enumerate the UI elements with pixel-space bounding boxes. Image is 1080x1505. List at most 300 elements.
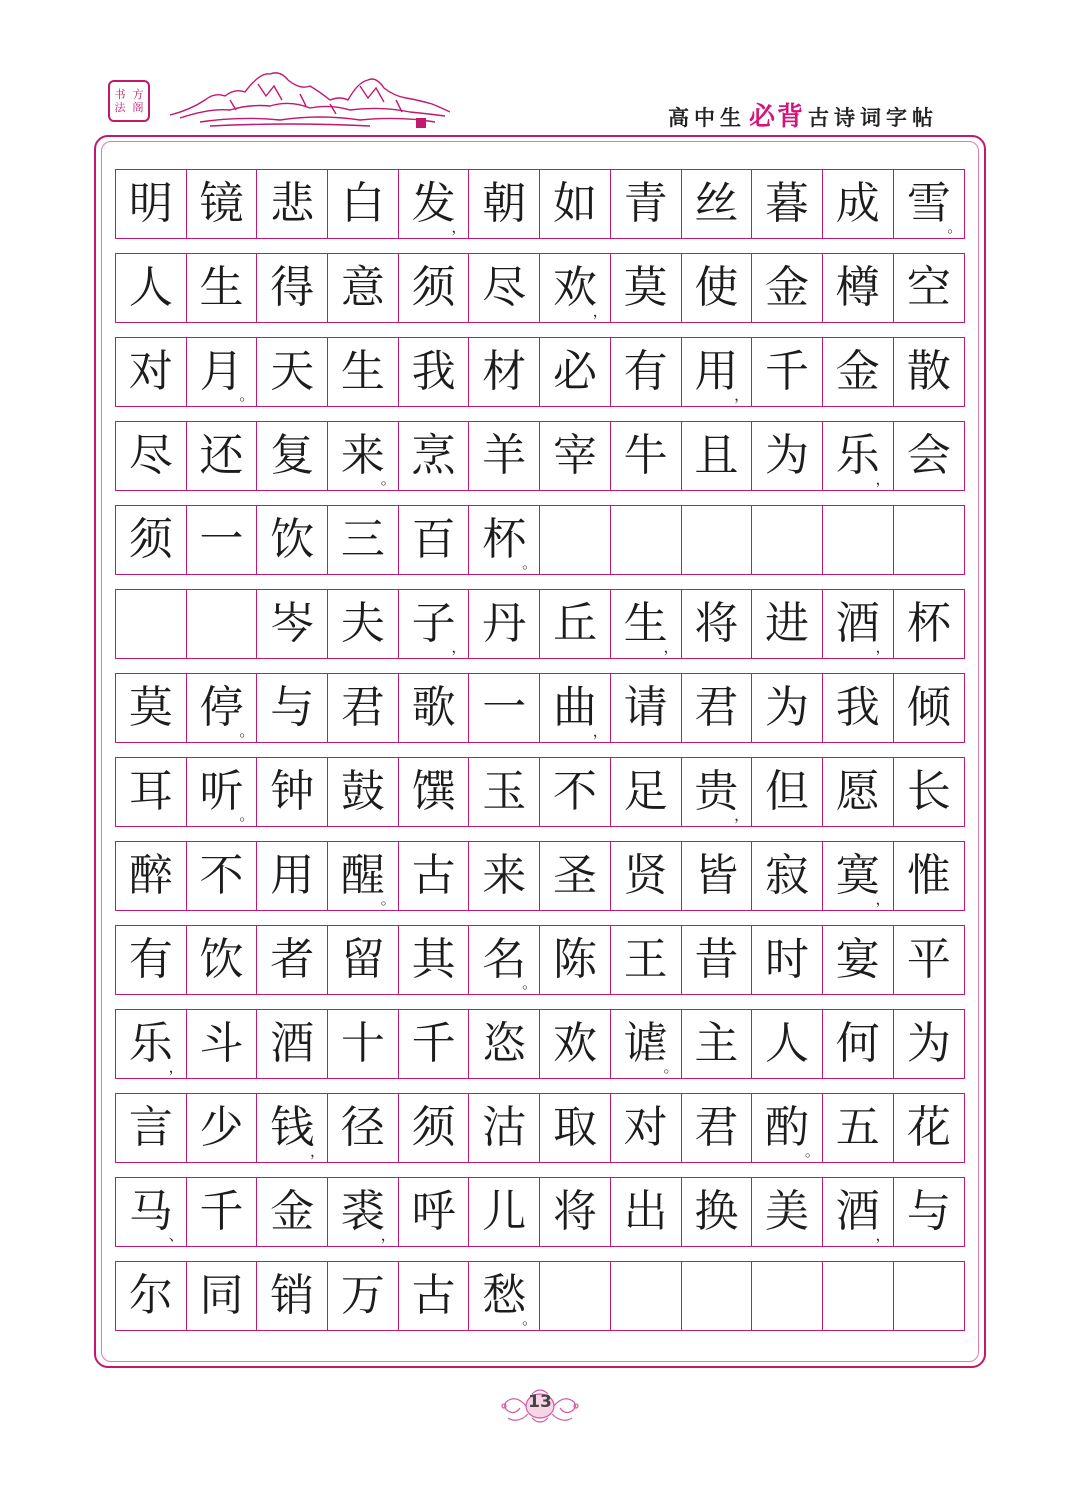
grid-cell	[752, 590, 823, 658]
grid-cell	[682, 1262, 753, 1330]
character: 销	[270, 1270, 315, 1321]
seal-char: 阁	[132, 101, 144, 114]
seal-logo	[108, 80, 150, 122]
grid-cell	[823, 338, 894, 406]
grid-cell	[540, 506, 611, 574]
grid-cell	[823, 674, 894, 742]
page-number-badge	[498, 1384, 582, 1428]
character: 材	[482, 346, 527, 397]
grid-row	[115, 757, 965, 827]
grid-row	[115, 253, 965, 323]
grid-cell	[328, 590, 399, 658]
grid-cell	[682, 842, 753, 910]
grid-cell	[469, 590, 540, 658]
grid-row	[115, 1093, 965, 1163]
grid-cell	[187, 1094, 258, 1162]
character: 须	[128, 514, 173, 565]
character: 主	[694, 1018, 739, 1069]
grid-cell	[540, 422, 611, 490]
punctuation-mark: ，	[875, 470, 891, 488]
character: 陈	[552, 934, 597, 985]
grid-cell	[116, 422, 187, 490]
punctuation-mark: 。	[522, 974, 538, 992]
character: 与	[270, 682, 315, 733]
title-pre: 高中生	[667, 106, 746, 130]
punctuation-mark: 、	[168, 1226, 184, 1244]
character: 径	[340, 1102, 385, 1153]
character: 为	[765, 682, 810, 733]
grid-cell	[328, 506, 399, 574]
grid-cell	[752, 674, 823, 742]
grid-cell	[540, 590, 611, 658]
grid-cell	[682, 338, 753, 406]
grid-cell	[328, 1262, 399, 1330]
page-header	[0, 0, 1080, 135]
grid-cell	[752, 926, 823, 994]
grid-cell	[187, 1178, 258, 1246]
grid-cell	[682, 1178, 753, 1246]
character: 言	[128, 1102, 173, 1153]
character: 足	[623, 766, 668, 817]
character: 羊	[482, 430, 527, 481]
character: 用	[270, 850, 315, 901]
character: 发	[411, 178, 456, 229]
character: 恣	[482, 1018, 527, 1069]
punctuation-mark: ，	[451, 638, 467, 656]
grid-cell	[894, 1094, 965, 1162]
grid-cell	[257, 758, 328, 826]
grid-cell	[540, 1262, 611, 1330]
character: 尽	[128, 430, 173, 481]
punctuation-mark: 。	[380, 470, 396, 488]
grid-cell	[611, 1010, 682, 1078]
punctuation-mark: ，	[592, 722, 608, 740]
grid-cell	[894, 758, 965, 826]
character: 千	[199, 1186, 244, 1237]
character: 停	[199, 682, 244, 733]
character: 乐	[835, 430, 880, 481]
character: 夫	[340, 598, 385, 649]
character: 取	[552, 1102, 597, 1153]
character: 还	[199, 430, 244, 481]
grid-row	[115, 505, 965, 575]
grid-cell	[611, 842, 682, 910]
grid-cell	[399, 422, 470, 490]
grid-cell	[399, 1262, 470, 1330]
character: 空	[906, 262, 951, 313]
grid-cell	[752, 422, 823, 490]
grid-cell	[540, 1010, 611, 1078]
grid-cell	[611, 254, 682, 322]
character: 复	[270, 430, 315, 481]
character: 平	[906, 934, 951, 985]
punctuation-mark: ，	[592, 302, 608, 320]
grid-cell	[187, 170, 258, 238]
grid-row	[115, 169, 965, 239]
grid-row	[115, 673, 965, 743]
character: 来	[482, 850, 527, 901]
character: 用	[694, 346, 739, 397]
grid-cell	[894, 338, 965, 406]
character: 古	[411, 850, 456, 901]
character: 饮	[270, 514, 315, 565]
character: 一	[482, 682, 527, 733]
character: 来	[340, 430, 385, 481]
character: 但	[765, 766, 810, 817]
grid-cell	[328, 1010, 399, 1078]
character: 倾	[906, 682, 951, 733]
grid-cell	[469, 926, 540, 994]
character: 贵	[694, 766, 739, 817]
grid-cell	[823, 254, 894, 322]
grid-cell	[611, 422, 682, 490]
grid-cell	[187, 1262, 258, 1330]
grid-cell	[116, 338, 187, 406]
character: 马	[128, 1186, 173, 1237]
seal-char: 方	[132, 88, 144, 101]
character: 天	[270, 346, 315, 397]
character: 者	[270, 934, 315, 985]
punctuation-mark: ，	[734, 386, 750, 404]
grid-cell	[894, 590, 965, 658]
seal-char: 书	[114, 88, 126, 101]
character: 酒	[270, 1018, 315, 1069]
character: 三	[340, 514, 385, 565]
grid-cell	[328, 674, 399, 742]
grid-cell	[682, 254, 753, 322]
grid-row	[115, 1177, 965, 1247]
character: 时	[765, 934, 810, 985]
grid-cell	[399, 1178, 470, 1246]
grid-cell	[257, 926, 328, 994]
grid-cell	[823, 506, 894, 574]
grid-cell	[257, 422, 328, 490]
character: 古	[411, 1270, 456, 1321]
character: 钱	[270, 1102, 315, 1153]
character: 金	[835, 346, 880, 397]
grid-cell	[823, 1178, 894, 1246]
grid-cell	[752, 254, 823, 322]
grid-cell	[752, 338, 823, 406]
grid-cell	[682, 758, 753, 826]
character: 丘	[552, 598, 597, 649]
grid-cell	[752, 1178, 823, 1246]
character: 百	[411, 514, 456, 565]
grid-cell	[540, 674, 611, 742]
grid-cell	[187, 506, 258, 574]
character: 耳	[128, 766, 173, 817]
punctuation-mark: ，	[875, 638, 891, 656]
grid-cell	[823, 842, 894, 910]
grid-cell	[611, 1262, 682, 1330]
character: 生	[340, 346, 385, 397]
character: 岑	[270, 598, 315, 649]
character: 留	[340, 934, 385, 985]
character: 儿	[482, 1186, 527, 1237]
character: 君	[694, 1102, 739, 1153]
grid-cell	[894, 1010, 965, 1078]
character: 我	[835, 682, 880, 733]
grid-cell	[611, 338, 682, 406]
grid-cell	[894, 842, 965, 910]
character: 馔	[411, 766, 456, 817]
character: 且	[694, 430, 739, 481]
grid-cell	[540, 1178, 611, 1246]
grid-cell	[399, 254, 470, 322]
grid-cell	[257, 338, 328, 406]
grid-cell	[257, 506, 328, 574]
grid-row	[115, 337, 965, 407]
grid-cell	[540, 1094, 611, 1162]
mountain-illustration	[170, 60, 450, 135]
grid-cell	[469, 338, 540, 406]
punctuation-mark: 。	[522, 1310, 538, 1328]
grid-cell	[328, 254, 399, 322]
character: 散	[906, 346, 951, 397]
grid-row	[115, 1261, 965, 1331]
grid-cell	[187, 254, 258, 322]
character: 朝	[482, 178, 527, 229]
character: 对	[623, 1102, 668, 1153]
grid-cell	[469, 1010, 540, 1078]
character: 将	[694, 598, 739, 649]
character: 千	[411, 1018, 456, 1069]
character: 五	[835, 1102, 880, 1153]
grid-cell	[611, 170, 682, 238]
grid-cell	[399, 1094, 470, 1162]
grid-cell	[752, 1094, 823, 1162]
grid-cell	[752, 1262, 823, 1330]
grid-cell	[399, 590, 470, 658]
grid-cell	[328, 842, 399, 910]
character: 人	[128, 262, 173, 313]
character: 玉	[482, 766, 527, 817]
grid-cell	[328, 758, 399, 826]
punctuation-mark: 。	[947, 218, 963, 236]
grid-cell	[823, 170, 894, 238]
grid-cell	[823, 590, 894, 658]
character: 饮	[199, 934, 244, 985]
grid-cell	[752, 758, 823, 826]
grid-cell	[894, 926, 965, 994]
character: 丝	[694, 178, 739, 229]
grid-cell	[116, 926, 187, 994]
grid-cell	[328, 926, 399, 994]
character: 须	[411, 262, 456, 313]
character: 青	[623, 178, 668, 229]
character: 金	[270, 1186, 315, 1237]
character: 皆	[694, 850, 739, 901]
grid-cell	[469, 1178, 540, 1246]
character: 万	[340, 1270, 385, 1321]
character: 得	[270, 262, 315, 313]
character: 我	[411, 346, 456, 397]
grid-row	[115, 1009, 965, 1079]
character: 为	[906, 1018, 951, 1069]
grid-cell	[611, 1094, 682, 1162]
grid-cell	[894, 674, 965, 742]
punctuation-mark: ，	[168, 1058, 184, 1076]
punctuation-mark: ，	[875, 890, 891, 908]
grid-cell	[823, 422, 894, 490]
character: 牛	[623, 430, 668, 481]
grid-cell	[469, 422, 540, 490]
grid-cell	[540, 842, 611, 910]
grid-cell	[894, 254, 965, 322]
character: 会	[906, 430, 951, 481]
grid-cell	[328, 1094, 399, 1162]
grid-cell	[682, 590, 753, 658]
character: 莫	[128, 682, 173, 733]
character: 愁	[482, 1270, 527, 1321]
grid-cell	[469, 1094, 540, 1162]
character: 惟	[906, 850, 951, 901]
character: 杯	[482, 514, 527, 565]
grid-cell	[257, 254, 328, 322]
character: 不	[552, 766, 597, 817]
character: 欢	[552, 1018, 597, 1069]
grid-cell	[399, 338, 470, 406]
character: 酌	[765, 1102, 810, 1153]
punctuation-mark: 。	[380, 890, 396, 908]
grid-cell	[540, 926, 611, 994]
grid-cell	[257, 1094, 328, 1162]
grid-row	[115, 421, 965, 491]
grid-cell	[399, 170, 470, 238]
character: 不	[199, 850, 244, 901]
grid-cell	[399, 758, 470, 826]
grid-cell	[540, 338, 611, 406]
character: 寞	[835, 850, 880, 901]
grid-cell	[257, 674, 328, 742]
grid-cell	[540, 254, 611, 322]
character: 少	[199, 1102, 244, 1153]
grid-cell	[187, 758, 258, 826]
grid-cell	[116, 842, 187, 910]
grid-cell	[611, 758, 682, 826]
punctuation-mark: ，	[310, 1142, 326, 1160]
character: 其	[411, 934, 456, 985]
character: 使	[694, 262, 739, 313]
grid-cell	[611, 590, 682, 658]
grid-cell	[469, 170, 540, 238]
character: 何	[835, 1018, 880, 1069]
character: 醉	[128, 850, 173, 901]
character: 听	[199, 766, 244, 817]
character: 出	[623, 1186, 668, 1237]
character: 生	[623, 598, 668, 649]
character: 贤	[623, 850, 668, 901]
character: 镜	[199, 178, 244, 229]
grid-cell	[328, 338, 399, 406]
character: 为	[765, 430, 810, 481]
grid-cell	[116, 254, 187, 322]
practice-grid	[115, 169, 965, 1345]
grid-cell	[328, 170, 399, 238]
grid-cell	[257, 1178, 328, 1246]
grid-cell	[682, 506, 753, 574]
punctuation-mark: 。	[239, 722, 255, 740]
character: 宰	[552, 430, 597, 481]
character: 尽	[482, 262, 527, 313]
grid-cell	[187, 842, 258, 910]
character: 圣	[552, 850, 597, 901]
grid-cell	[894, 506, 965, 574]
punctuation-mark: 。	[663, 1058, 679, 1076]
grid-cell	[823, 926, 894, 994]
character: 呼	[411, 1186, 456, 1237]
punctuation-mark: ，	[734, 806, 750, 824]
grid-cell	[823, 758, 894, 826]
grid-cell	[187, 338, 258, 406]
character: 愿	[835, 766, 880, 817]
grid-cell	[682, 674, 753, 742]
grid-cell	[187, 1010, 258, 1078]
character: 月	[199, 346, 244, 397]
character: 美	[765, 1186, 810, 1237]
character: 有	[128, 934, 173, 985]
book-title	[668, 96, 938, 133]
grid-cell	[187, 926, 258, 994]
grid-cell	[257, 170, 328, 238]
grid-cell	[469, 674, 540, 742]
page-number: 13	[528, 1392, 552, 1412]
character: 沽	[482, 1102, 527, 1153]
character: 醒	[340, 850, 385, 901]
character: 雪	[906, 178, 951, 229]
character: 烹	[411, 430, 456, 481]
grid-cell	[469, 254, 540, 322]
grid-cell	[116, 674, 187, 742]
character: 寂	[765, 850, 810, 901]
punctuation-mark: ，	[380, 1226, 396, 1244]
punctuation-mark: ，	[451, 218, 467, 236]
grid-cell	[469, 506, 540, 574]
grid-cell	[611, 1178, 682, 1246]
grid-cell	[682, 1010, 753, 1078]
grid-cell	[116, 590, 187, 658]
grid-cell	[682, 926, 753, 994]
character: 进	[765, 598, 810, 649]
character: 有	[623, 346, 668, 397]
grid-cell	[894, 1178, 965, 1246]
grid-cell	[469, 842, 540, 910]
character: 王	[623, 934, 668, 985]
character: 白	[340, 178, 385, 229]
grid-cell	[116, 1178, 187, 1246]
grid-cell	[399, 674, 470, 742]
character: 曲	[552, 682, 597, 733]
grid-cell	[187, 590, 258, 658]
grid-cell	[894, 1262, 965, 1330]
character: 昔	[694, 934, 739, 985]
character: 酒	[835, 1186, 880, 1237]
character: 君	[340, 682, 385, 733]
character: 将	[552, 1186, 597, 1237]
character: 如	[552, 178, 597, 229]
character: 十	[340, 1018, 385, 1069]
grid-cell	[257, 1010, 328, 1078]
grid-cell	[116, 1010, 187, 1078]
title-accent: 必背	[748, 102, 805, 132]
character: 丹	[482, 598, 527, 649]
character: 换	[694, 1186, 739, 1237]
grid-cell	[116, 506, 187, 574]
grid-cell	[399, 842, 470, 910]
character: 樽	[835, 262, 880, 313]
character: 歌	[411, 682, 456, 733]
punctuation-mark: 。	[804, 1142, 820, 1160]
